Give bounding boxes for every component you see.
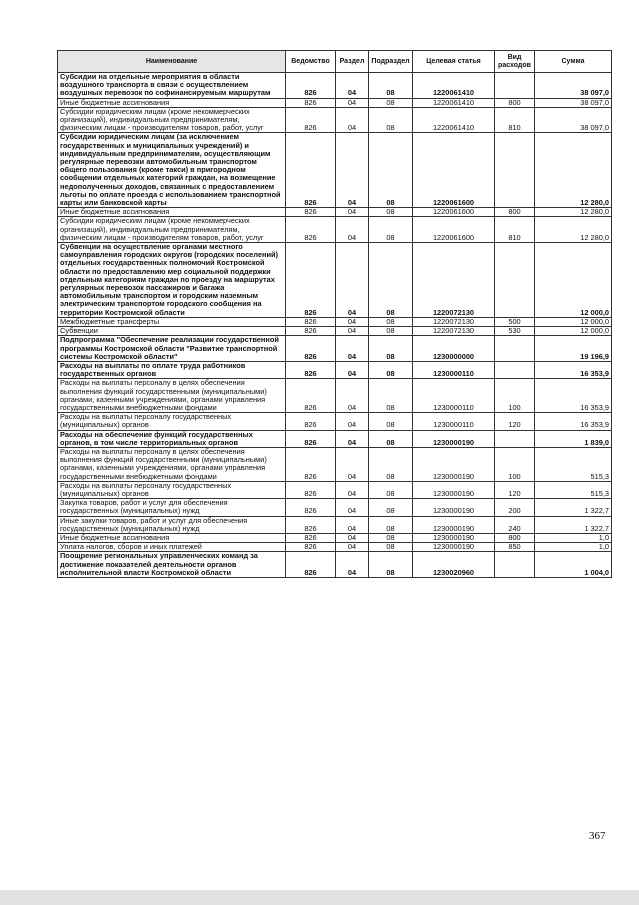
row-target-item: 1220061410 [413, 107, 495, 133]
row-target-item: 1230000190 [413, 481, 495, 498]
row-expense-type [495, 133, 535, 208]
row-amount: 12 000,0 [535, 317, 612, 326]
budget-table [57, 50, 612, 578]
row-target-item: 1220072130 [413, 243, 495, 318]
row-section: 04 [336, 552, 369, 578]
row-target-item: 1220072130 [413, 317, 495, 326]
row-subsection: 08 [369, 447, 413, 481]
row-target-item: 1230000190 [413, 447, 495, 481]
row-department: 826 [286, 327, 336, 336]
row-amount: 1 322,7 [535, 516, 612, 533]
row-subsection: 08 [369, 499, 413, 516]
row-name: Субсидии юридическим лицам (кроме некоммерческих организаций), индивидуальным предпринимателям, физическим лицам - производителям товаров, работ, услуг [58, 217, 286, 243]
row-subsection: 08 [369, 243, 413, 318]
row-target-item: 1230000110 [413, 413, 495, 430]
row-amount: 1 322,7 [535, 499, 612, 516]
row-department: 826 [286, 107, 336, 133]
row-amount: 1,0 [535, 543, 612, 552]
row-department: 826 [286, 413, 336, 430]
row-section: 04 [336, 73, 369, 99]
row-subsection: 08 [369, 107, 413, 133]
row-amount: 12 000,0 [535, 243, 612, 318]
row-name: Субвенции [58, 327, 286, 336]
row-expense-type [495, 361, 535, 378]
table-row [58, 73, 612, 99]
row-department: 826 [286, 217, 336, 243]
table-row [58, 317, 612, 326]
row-target-item: 1230000190 [413, 543, 495, 552]
header-amount: Сумма [535, 51, 612, 73]
table-row [58, 543, 612, 552]
row-name: Субсидии на отдельные мероприятия в области воздушного транспорта в связи с осуществлением воздушных перевозок по софинансируемым маршрутам [58, 73, 286, 99]
table-row [58, 336, 612, 362]
row-name: Субвенции на осуществление органами местного самоуправления городских округов (городских поселений) отдельных государственных полномочий Костромской области по предоставлению мер социальной поддержки отдельным категориям граждан по проезду на маршрутах регулярных перевозок пассажиров и багажа автомобильным транспортом и городским наземным электрическим транспортом городского сообщения на территории Костромской области [58, 243, 286, 318]
row-department: 826 [286, 499, 336, 516]
row-name: Иные бюджетные ассигнования [58, 208, 286, 217]
row-subsection: 08 [369, 73, 413, 99]
row-section: 04 [336, 499, 369, 516]
row-name: Иные бюджетные ассигнования [58, 533, 286, 542]
table-row [58, 361, 612, 378]
row-section: 04 [336, 516, 369, 533]
row-name: Иные бюджетные ассигнования [58, 98, 286, 107]
row-section: 04 [336, 98, 369, 107]
row-expense-type [495, 243, 535, 318]
row-amount: 12 280,0 [535, 208, 612, 217]
row-amount: 38 097,0 [535, 73, 612, 99]
table-header-row [58, 51, 612, 73]
row-name: Закупка товаров, работ и услуг для обеспечения государственных (муниципальных) нужд [58, 499, 286, 516]
row-name: Расходы на обеспечение функций государственных органов, в том числе территориальных органов [58, 430, 286, 447]
row-target-item: 1230000000 [413, 336, 495, 362]
row-amount: 515,3 [535, 447, 612, 481]
row-section: 04 [336, 533, 369, 542]
row-amount: 1,0 [535, 533, 612, 542]
row-department: 826 [286, 516, 336, 533]
row-expense-type: 530 [495, 327, 535, 336]
row-subsection: 08 [369, 516, 413, 533]
table-row [58, 217, 612, 243]
row-section: 04 [336, 327, 369, 336]
row-amount: 12 280,0 [535, 217, 612, 243]
row-amount: 16 353,9 [535, 413, 612, 430]
row-expense-type: 100 [495, 379, 535, 413]
row-department: 826 [286, 430, 336, 447]
row-department: 826 [286, 379, 336, 413]
row-subsection: 08 [369, 413, 413, 430]
header-section: Раздел [336, 51, 369, 73]
row-subsection: 08 [369, 217, 413, 243]
row-target-item: 1220061600 [413, 133, 495, 208]
row-name: Расходы на выплаты по оплате труда работников государственных органов [58, 361, 286, 378]
table-row [58, 533, 612, 542]
row-expense-type: 810 [495, 217, 535, 243]
table-row [58, 133, 612, 208]
row-expense-type: 120 [495, 481, 535, 498]
row-subsection: 08 [369, 430, 413, 447]
row-department: 826 [286, 317, 336, 326]
table-row [58, 516, 612, 533]
row-name: Субсидии юридическим лицам (кроме некоммерческих организаций), индивидуальным предпринимателям, физическим лицам - производителям товаров, работ, услуг [58, 107, 286, 133]
table-row [58, 107, 612, 133]
row-department: 826 [286, 243, 336, 318]
row-section: 04 [336, 317, 369, 326]
row-name: Подпрограмма "Обеспечение реализации государственной программы Костромской области "Развитие транспортной системы Костромской области" [58, 336, 286, 362]
row-expense-type: 100 [495, 447, 535, 481]
row-name: Межбюджетные трансферты [58, 317, 286, 326]
row-department: 826 [286, 361, 336, 378]
row-amount: 19 196,9 [535, 336, 612, 362]
row-section: 04 [336, 243, 369, 318]
row-target-item: 1220061600 [413, 217, 495, 243]
row-expense-type: 800 [495, 533, 535, 542]
row-section: 04 [336, 208, 369, 217]
row-department: 826 [286, 208, 336, 217]
table-row [58, 430, 612, 447]
row-expense-type: 810 [495, 107, 535, 133]
row-amount: 1 839,0 [535, 430, 612, 447]
row-target-item: 1230000110 [413, 379, 495, 413]
row-section: 04 [336, 447, 369, 481]
row-name: Расходы на выплаты персоналу государственных (муниципальных) органов [58, 413, 286, 430]
row-subsection: 08 [369, 327, 413, 336]
row-target-item: 1230020960 [413, 552, 495, 578]
row-department: 826 [286, 133, 336, 208]
row-department: 826 [286, 447, 336, 481]
row-amount: 38 097,0 [535, 98, 612, 107]
row-target-item: 1220061410 [413, 98, 495, 107]
row-section: 04 [336, 379, 369, 413]
row-target-item: 1220072130 [413, 327, 495, 336]
row-amount: 16 353,9 [535, 361, 612, 378]
row-subsection: 08 [369, 133, 413, 208]
row-expense-type: 800 [495, 98, 535, 107]
row-amount: 515,3 [535, 481, 612, 498]
table-row [58, 413, 612, 430]
row-section: 04 [336, 361, 369, 378]
row-name: Расходы на выплаты персоналу в целях обеспечения выполнения функций государственными (муниципальными) органами, казенными учреждениями, органами управления государственными внебюджетными фондами [58, 379, 286, 413]
row-department: 826 [286, 533, 336, 542]
header-department: Ведомство [286, 51, 336, 73]
row-name: Уплата налогов, сборов и иных платежей [58, 543, 286, 552]
row-expense-type: 240 [495, 516, 535, 533]
table-row [58, 243, 612, 318]
row-section: 04 [336, 133, 369, 208]
row-amount: 16 353,9 [535, 379, 612, 413]
row-expense-type: 200 [495, 499, 535, 516]
row-expense-type: 120 [495, 413, 535, 430]
row-subsection: 08 [369, 317, 413, 326]
table-row [58, 98, 612, 107]
row-name: Расходы на выплаты персоналу государственных (муниципальных) органов [58, 481, 286, 498]
row-expense-type [495, 430, 535, 447]
row-section: 04 [336, 543, 369, 552]
row-name: Субсидии юридическим лицам (за исключением государственных и муниципальных учреждений) и индивидуальным предпринимателям, осуществляющим регулярные перевозки автомобильным транспортом общего пользования (кроме такси) в пригородном сообщении отдельных категорий граждан, на возмещение недополученных доходов, связанных с предоставлением льготы по оплате проезда с использованием транспортной карты или банковской карты [58, 133, 286, 208]
row-section: 04 [336, 413, 369, 430]
row-subsection: 08 [369, 98, 413, 107]
row-subsection: 08 [369, 552, 413, 578]
row-subsection: 08 [369, 543, 413, 552]
row-subsection: 08 [369, 481, 413, 498]
row-expense-type: 850 [495, 543, 535, 552]
row-name: Поощрение региональных управленческих команд за достижение показателей деятельности органов исполнительной власти Костромской области [58, 552, 286, 578]
row-section: 04 [336, 217, 369, 243]
row-target-item: 1230000190 [413, 499, 495, 516]
row-department: 826 [286, 98, 336, 107]
header-subsection: Подраздел [369, 51, 413, 73]
row-amount: 38 097,0 [535, 107, 612, 133]
row-target-item: 1230000190 [413, 516, 495, 533]
row-subsection: 08 [369, 533, 413, 542]
table-row [58, 552, 612, 578]
table-row [58, 499, 612, 516]
row-subsection: 08 [369, 361, 413, 378]
row-section: 04 [336, 107, 369, 133]
row-department: 826 [286, 481, 336, 498]
header-expense-type: Вид расходов [495, 51, 535, 73]
row-expense-type [495, 73, 535, 99]
row-target-item: 1220061410 [413, 73, 495, 99]
row-expense-type: 500 [495, 317, 535, 326]
page-number: 367 [589, 830, 606, 842]
row-target-item: 1230000190 [413, 533, 495, 542]
row-name: Иные закупки товаров, работ и услуг для обеспечения государственных (муниципальных) нужд [58, 516, 286, 533]
row-amount: 12 000,0 [535, 327, 612, 336]
row-subsection: 08 [369, 379, 413, 413]
row-department: 826 [286, 336, 336, 362]
row-department: 826 [286, 543, 336, 552]
row-subsection: 08 [369, 336, 413, 362]
header-target-item: Целевая статья [413, 51, 495, 73]
table-row [58, 447, 612, 481]
row-section: 04 [336, 481, 369, 498]
row-amount: 12 280,0 [535, 133, 612, 208]
row-subsection: 08 [369, 208, 413, 217]
table-row [58, 208, 612, 217]
table-row [58, 481, 612, 498]
table-body [58, 73, 612, 578]
row-section: 04 [336, 430, 369, 447]
row-expense-type [495, 552, 535, 578]
bottom-strip [0, 890, 639, 905]
row-expense-type [495, 336, 535, 362]
row-section: 04 [336, 336, 369, 362]
row-expense-type: 800 [495, 208, 535, 217]
row-amount: 1 004,0 [535, 552, 612, 578]
table-row [58, 327, 612, 336]
table-row [58, 379, 612, 413]
header-name: Наименование [58, 51, 286, 73]
row-target-item: 1230000190 [413, 430, 495, 447]
row-target-item: 1220061600 [413, 208, 495, 217]
row-target-item: 1230000110 [413, 361, 495, 378]
row-department: 826 [286, 73, 336, 99]
row-name: Расходы на выплаты персоналу в целях обеспечения выполнения функций государственными (муниципальными) органами, казенными учреждениями, органами управления государственными внебюджетными фондами [58, 447, 286, 481]
row-department: 826 [286, 552, 336, 578]
